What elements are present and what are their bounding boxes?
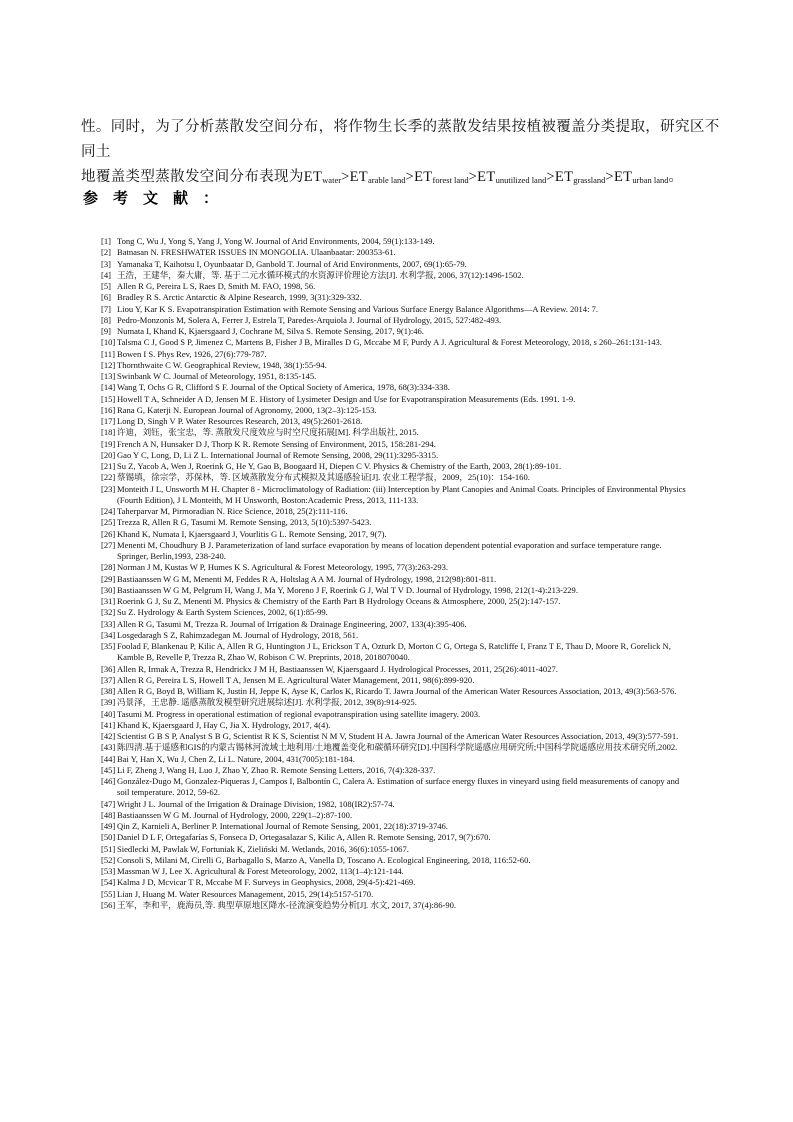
reference-number: [35] <box>101 641 116 651</box>
reference-number: [11] <box>101 348 115 359</box>
reference-number: [28] <box>101 562 116 573</box>
reference-item <box>101 574 691 585</box>
reference-text: Swinbank W C. Journal of Meteorology, 1951, 8:135-145. <box>117 371 317 381</box>
reference-text: Yamanaka T, Kaihotsu I, Oyunbaatar D, Ganbold T. Journal of Arid Environments, 2007, 69(1):65-79. <box>117 258 467 269</box>
reference-number: [47] <box>101 798 116 809</box>
reference-number: [8] <box>101 314 111 325</box>
et-term: $ET_{forest land}$ <box>414 169 469 185</box>
reference-item <box>101 844 691 855</box>
reference-text: Wright J L. Journal of the Irrigation & Drainage Division, 1982, 108(IR2):57-74. <box>117 798 395 809</box>
reference-item <box>101 281 691 292</box>
reference-text: Bowen I S. Phys Rev, 1926, 27(6):779-787. <box>117 348 267 359</box>
reference-number: [16] <box>101 404 116 415</box>
et-term: $ET_{arable land}$ <box>349 169 406 185</box>
reference-item <box>101 596 691 607</box>
reference-text: Long D, Singh V P. Water Resources Research, 2013, 49(5):2601-2618. <box>117 416 363 426</box>
reference-number: [37] <box>101 674 116 685</box>
reference-number: [9] <box>101 326 111 336</box>
reference-number: [3] <box>101 258 111 269</box>
reference-text: Su Z. Hydrology & Earth System Sciences, 2002, 6(1):85-99. <box>117 607 328 618</box>
reference-text: Tasumi M. Progress in operational estimation of regional evapotranspiration using satellite imagery. 2003. <box>117 708 481 719</box>
reference-number: [42] <box>101 731 116 741</box>
reference-item <box>101 686 691 697</box>
reference-number: [18] <box>101 427 116 438</box>
et-term: $ET_{unutilized land}$ <box>477 169 547 185</box>
reference-text: Bai Y, Han X, Wu J, Chen Z, Li L. Nature, 2004, 431(7005):181-184. <box>117 753 355 764</box>
reference-text: 陈四清.基于遥感和GIS的内蒙古锡林河流域土地利用/土地覆盖变化和碳循环研究[D].中国科学院遥感应用研究所;中国科学院遥感应用技术研究所,2002. <box>117 742 678 753</box>
reference-text: 王浩，王建华，秦大庸，等. 基于二元水循环模式的水资源评价理论方法[J]. 水利学报, 2006, 37(12):1496-1502. <box>117 269 524 280</box>
reference-item <box>101 607 691 618</box>
reference-number: [46] <box>101 776 116 786</box>
reference-number: [10] <box>101 337 116 348</box>
reference-number: [1] <box>101 236 111 246</box>
reference-item <box>101 877 691 888</box>
reference-item <box>101 866 691 877</box>
reference-item <box>101 247 691 258</box>
reference-number: [2] <box>101 247 111 258</box>
et-term: $ET_{urban land}$ <box>613 169 669 185</box>
reference-number: [43] <box>101 742 116 753</box>
intro-line-1: 性。同时，为了分析蒸散发空间分布，将作物生长季的蒸散发结果按植被覆盖分类提取，研究区不同土 <box>81 119 720 160</box>
reference-number: [6] <box>101 292 111 303</box>
reference-item <box>101 799 691 810</box>
reference-item <box>101 517 691 528</box>
reference-text: Liou Y, Kar K S. Evapotranspiration Estimation with Remote Sensing and Various Surface Energy Balance Algorithms—A Review. 2014: 7. <box>117 303 599 314</box>
reference-text: Li F, Zheng J, Wang H, Luo J, Zhao Y, Zhao R. Remote Sensing Letters, 2016, 7(4):328-337. <box>117 764 436 775</box>
reference-text: Massman W J, Lee X. Agricultural & Forest Meteorology, 2002, 113(1–4):121-144. <box>117 866 404 876</box>
reference-number: [51] <box>101 843 116 854</box>
reference-item <box>101 270 691 281</box>
reference-text: Su Z, Yacob A, Wen J, Roerink G, He Y, Gao B, Boogaard H, Diepen C V. Physics & Chemistry of the Earth, 2003, 28(1):89-101. <box>117 461 562 471</box>
reference-item <box>101 472 691 483</box>
reference-item <box>101 754 691 765</box>
reference-text: Bastiaanssen W G M, Menenti M, Feddes R A, Holtslag A A M. Journal of Hydrology, 1998, 212(98):801-811. <box>117 573 497 584</box>
reference-number: [48] <box>101 809 116 820</box>
reference-item <box>101 630 691 641</box>
reference-item <box>101 675 691 686</box>
reference-text: Bastiaanssen W G M. Journal of Hydrology, 2000, 229(1–2):87-100. <box>117 809 353 820</box>
reference-item <box>101 664 691 675</box>
reference-item <box>101 709 691 720</box>
reference-number: [13] <box>101 371 116 381</box>
reference-item <box>101 720 691 731</box>
reference-text: Lian J, Huang M. Water Resources Management, 2015, 29(14):5157-5170. <box>117 888 374 899</box>
reference-number: [52] <box>101 854 116 865</box>
reference-item <box>101 349 691 360</box>
reference-text: Scientist G B S P, Analyst S B G, Scientist R K S, Scientist N M V, Student H A. Jawra Journal of the American Water Resources Association, 2013, 49(3):577-591. <box>117 731 679 741</box>
reference-number: [4] <box>101 269 111 280</box>
reference-number: [5] <box>101 281 111 291</box>
reference-text: Allen R G, Tasumi M, Trezza R. Journal of Irrigation & Drainage Engineering, 2007, 133(4):395-406. <box>117 618 467 629</box>
reference-item <box>101 236 691 247</box>
reference-number: [21] <box>101 461 116 471</box>
reference-number: [34] <box>101 629 116 640</box>
reference-item <box>101 292 691 303</box>
reference-number: [19] <box>101 438 116 449</box>
reference-text: Siedlecki M, Pawlak W, Fortuniak K, Zieliński M. Wetlands, 2016, 36(6):1055-1067. <box>117 843 409 854</box>
reference-text: Tong C, Wu J, Yong S, Yang J, Yong W. Journal of Arid Environments, 2004, 59(1):133-149. <box>117 236 435 246</box>
reference-number: [7] <box>101 303 111 314</box>
reference-list <box>101 236 691 911</box>
reference-number: [45] <box>101 764 116 775</box>
reference-text: Consoli S, Milani M, Cirelli G, Barbagallo S, Marzo A, Vanella D, Toscano A. Ecological Engineering, 2018, 116:52-60. <box>117 854 531 865</box>
reference-number: [20] <box>101 449 116 460</box>
reference-item <box>101 810 691 821</box>
reference-text: Losgedaragh S Z, Rahimzadegan M. Journal of Hydrology, 2018, 561. <box>117 629 359 640</box>
reference-item <box>101 439 691 450</box>
reference-text: Batnasan N. FRESHWATER ISSUES IN MONGOLIA. Ulaanbaatar: 200353-61. <box>117 247 396 258</box>
reference-text: Bastiaanssen W G M, Pelgrum H, Wang J, Ma Y, Moreno J F, Roerink G J, Wal T V D. Journal of Hydrology, 1998, 212(1-4):213-229. <box>117 584 578 595</box>
reference-number: [38] <box>101 686 116 696</box>
reference-text: Allen R G, Boyd B, William K, Justin H, Jeppe K, Ayse K, Carlos K, Ricardo T. Jawra Journal of the American Water Resources Association, 2013, 49(3):563-576. <box>117 686 677 696</box>
et-term: $ET_{grassland}$ <box>554 169 606 185</box>
reference-item <box>101 427 691 438</box>
reference-item <box>101 259 691 270</box>
reference-number: [15] <box>101 393 116 404</box>
reference-item <box>101 821 691 832</box>
reference-item <box>101 304 691 315</box>
reference-item <box>101 619 691 630</box>
reference-text: Numata I, Khand K, Kjaersgaard J, Cochrane M, Silva S. Remote Sensing, 2017, 9(1):46. <box>117 326 424 336</box>
reference-number: [36] <box>101 663 116 674</box>
reference-number: [29] <box>101 573 116 584</box>
reference-number: [26] <box>101 528 116 539</box>
reference-number: [50] <box>101 832 116 843</box>
reference-item <box>101 641 691 664</box>
reference-number: [23] <box>101 483 116 494</box>
reference-text: Howell T A, Schneider A D, Jensen M E. History of Lysimeter Design and Use for Evapotranspiration Measurements (Eds. 1991. 1-9. <box>117 393 576 404</box>
reference-item <box>101 765 691 776</box>
reference-item <box>101 326 691 337</box>
reference-text: 许迪，刘钰，张宝忠，等. 蒸散发尺度效应与时空尺度拓展[M]. 科学出版社, 2015. <box>117 427 419 438</box>
reference-text: Gao Y C, Long, D, Li Z L. International Journal of Remote Sensing, 2008, 29(11):3295-3315. <box>117 449 439 460</box>
reference-text: Daniel D L F, Ortegafarías S, Fonseca D, Ortegasalazar S, Kilic A, Allen R. Remote Sensing, 2017, 9(7):670. <box>117 832 491 843</box>
reference-item <box>101 360 691 371</box>
reference-text: Foolad F, Blankenau P, Kilic A, Allen R G, Huntington J L, Erickson T A, Ozturk D, Morton C G, Ortega S, Ratcliffe I, Franz T E, Thau D, Moore R, Gorelick N, Kamble B, Revelle P, Trezza R, Zhao W, Robison C W. Preprints, 2018, 2018070040. <box>117 641 671 663</box>
reference-text: Wang T, Ochs G R, Clifford S F. Journal of the Optical Society of America, 1978, 68(3):334-338. <box>117 382 450 393</box>
reference-text: Khand K, Numata I, Kjaersgaard J, Vourlitis G L. Remote Sensing, 2017, 9(7). <box>117 528 387 539</box>
reference-text: Allen R G, Pereira L S, Raes D, Smith M. FAO, 1998, 56. <box>117 281 316 291</box>
reference-item <box>101 889 691 900</box>
reference-text: Bradley R S. Arctic Antarctic & Alpine Research, 1999, 3(31):329-332. <box>117 292 362 303</box>
reference-item <box>101 540 691 563</box>
reference-item <box>101 585 691 596</box>
reference-number: [54] <box>101 877 116 888</box>
reference-text: Trezza R, Allen R G, Tasumi M. Remote Sensing, 2013, 5(10):5397-5423. <box>117 517 372 528</box>
reference-number: [39] <box>101 697 116 708</box>
reference-number: [30] <box>101 584 116 595</box>
reference-item <box>101 697 691 708</box>
reference-text: Menenti M, Choudhury B J. Parameterization of land surface evaporation by means of location dependent potential evaporation and surface temperature range. Springer, Berlin,1993, 238-240. <box>117 539 662 561</box>
reference-item <box>101 855 691 866</box>
reference-item <box>101 832 691 843</box>
reference-item <box>101 529 691 540</box>
et-term: $ET_{water}$ <box>303 169 342 185</box>
reference-item <box>101 371 691 382</box>
reference-item <box>101 450 691 461</box>
reference-item <box>101 484 691 507</box>
reference-number: [44] <box>101 753 116 764</box>
reference-number: [53] <box>101 866 116 876</box>
reference-text: Khand K, Kjaersgaard J, Hay C, Jia X. Hydrology, 2017, 4(4). <box>117 719 331 730</box>
reference-item <box>101 742 691 753</box>
reference-number: [22] <box>101 472 116 483</box>
reference-text: Allen R, Irmak A, Trezza R, Hendrickx J M H, Bastiaanssen W, Kjaersgaard J. Hydrological Processes, 2011, 25(26):4011-4027. <box>117 663 558 674</box>
reference-text: Monteith J L, Unsworth M H. Chapter 8 - Microclimatology of Radiation: (iii) Interception by Plant Canopies and Animal Coats. Principles of Environmental Physics (Fourth Edition), J L Monteith, M H Unsworth, Boston:Academic Press, 2013, 111-133. <box>117 483 686 505</box>
reference-text: Pedro-Monzonís M, Solera A, Ferrer J, Estrela T, Paredes-Arquiola J. Journal of Hydrology, 2015, 527:482-493. <box>117 314 502 325</box>
reference-text: Qin Z, Karnieli A, Berliner P. International Journal of Remote Sensing, 2001, 22(18):3719-3746. <box>117 821 448 831</box>
reference-number: [56] <box>101 899 116 910</box>
reference-item <box>101 337 691 348</box>
intro-paragraph: 性。同时，为了分析蒸散发空间分布，将作物生长季的蒸散发结果按植被覆盖分类提取，研究区不同土 地覆盖类型蒸散发空间分布表现为$ET_{water}>ET_{arable land}>ET_{forest land}>ET_{unutilized land}>ET_{grassland}>ET_{urban land}$。 <box>81 119 720 185</box>
reference-item <box>101 731 691 742</box>
reference-text: Kalma J D, Mcvicar T R, Mccabe M F. Surveys in Geophysics, 2008, 29(4-5):421-469. <box>117 877 416 888</box>
reference-number: [31] <box>101 596 116 606</box>
reference-text: 王军，李和平，鹿海员,等. 典型草原地区降水-径流演变趋势分析[J]. 水文, 2017, 37(4):86-90. <box>117 899 457 910</box>
reference-number: [32] <box>101 607 116 618</box>
reference-number: [27] <box>101 539 116 550</box>
references-heading: 参考文献： <box>83 189 234 207</box>
reference-text: González-Dugo M, Gonzalez-Piqueras J, Campos I, Balbontín C, Calera A. Estimation of surface energy fluxes in vineyard using field measurements of canopy and soil temperature. 2012, 59-62. <box>117 776 680 798</box>
reference-text: Rana G, Katerji N. European Journal of Agronomy, 2000, 13(2–3):125-153. <box>117 404 377 415</box>
reference-item <box>101 776 691 799</box>
reference-number: [40] <box>101 708 116 719</box>
reference-text: Thornthwaite C W. Geographical Review, 1948, 38(1):55-94. <box>117 359 327 370</box>
reference-text: 冯景泽，王忠静. 遥感蒸散发模型研究进展综述[J]. 水利学报, 2012, 39(8):914-925. <box>117 697 417 708</box>
reference-item <box>101 394 691 405</box>
reference-text: 蔡锡填，徐宗学，苏保林，等. 区域蒸散发分布式模拟及其遥感验证[J]. 农业工程学报，2009，25(10)：154-160. <box>117 472 530 483</box>
intro-line-2-lead: 地覆盖类型蒸散发空间分布表现为 <box>81 169 304 185</box>
reference-number: [25] <box>101 517 116 528</box>
reference-text: Roerink G J, Su Z, Menenti M. Physics & Chemistry of the Earth Part B Hydrology Oceans & Atmosphere, 2000, 25(2):147-157. <box>117 596 561 606</box>
reference-number: [14] <box>101 382 116 393</box>
reference-text: Talsma C J, Good S P, Jimenez C, Martens B, Fisher J B, Miralles D G, Mccabe M F, Purdy A J. Agricultural & Forest Meteorology, 2018, s 260–261:131-143. <box>117 337 662 348</box>
reference-number: [55] <box>101 888 116 899</box>
reference-item <box>101 461 691 472</box>
reference-item <box>101 416 691 427</box>
reference-text: Taherparvar M, Pirmoradian N. Rice Science, 2018, 25(2):111-116. <box>117 506 348 516</box>
reference-text: Norman J M, Kustas W P, Humes K S. Agricultural & Forest Meteorology, 1995, 77(3):263-293. <box>117 562 449 573</box>
reference-item <box>101 506 691 517</box>
reference-number: [49] <box>101 821 116 831</box>
reference-number: [12] <box>101 359 116 370</box>
reference-item <box>101 562 691 573</box>
reference-text: French A N, Hunsaker D J, Thorp K R. Remote Sensing of Environment, 2015, 158:281-294. <box>117 438 436 449</box>
reference-text: Allen R G, Pereira L S, Howell T A, Jensen M E. Agricultural Water Management, 2011, 98(6):899-920. <box>117 674 475 685</box>
reference-number: [33] <box>101 618 116 629</box>
reference-number: [24] <box>101 506 116 516</box>
reference-item <box>101 382 691 393</box>
reference-item <box>101 405 691 416</box>
reference-number: [41] <box>101 719 116 730</box>
reference-item <box>101 315 691 326</box>
reference-item <box>101 900 691 911</box>
reference-number: [17] <box>101 416 116 426</box>
